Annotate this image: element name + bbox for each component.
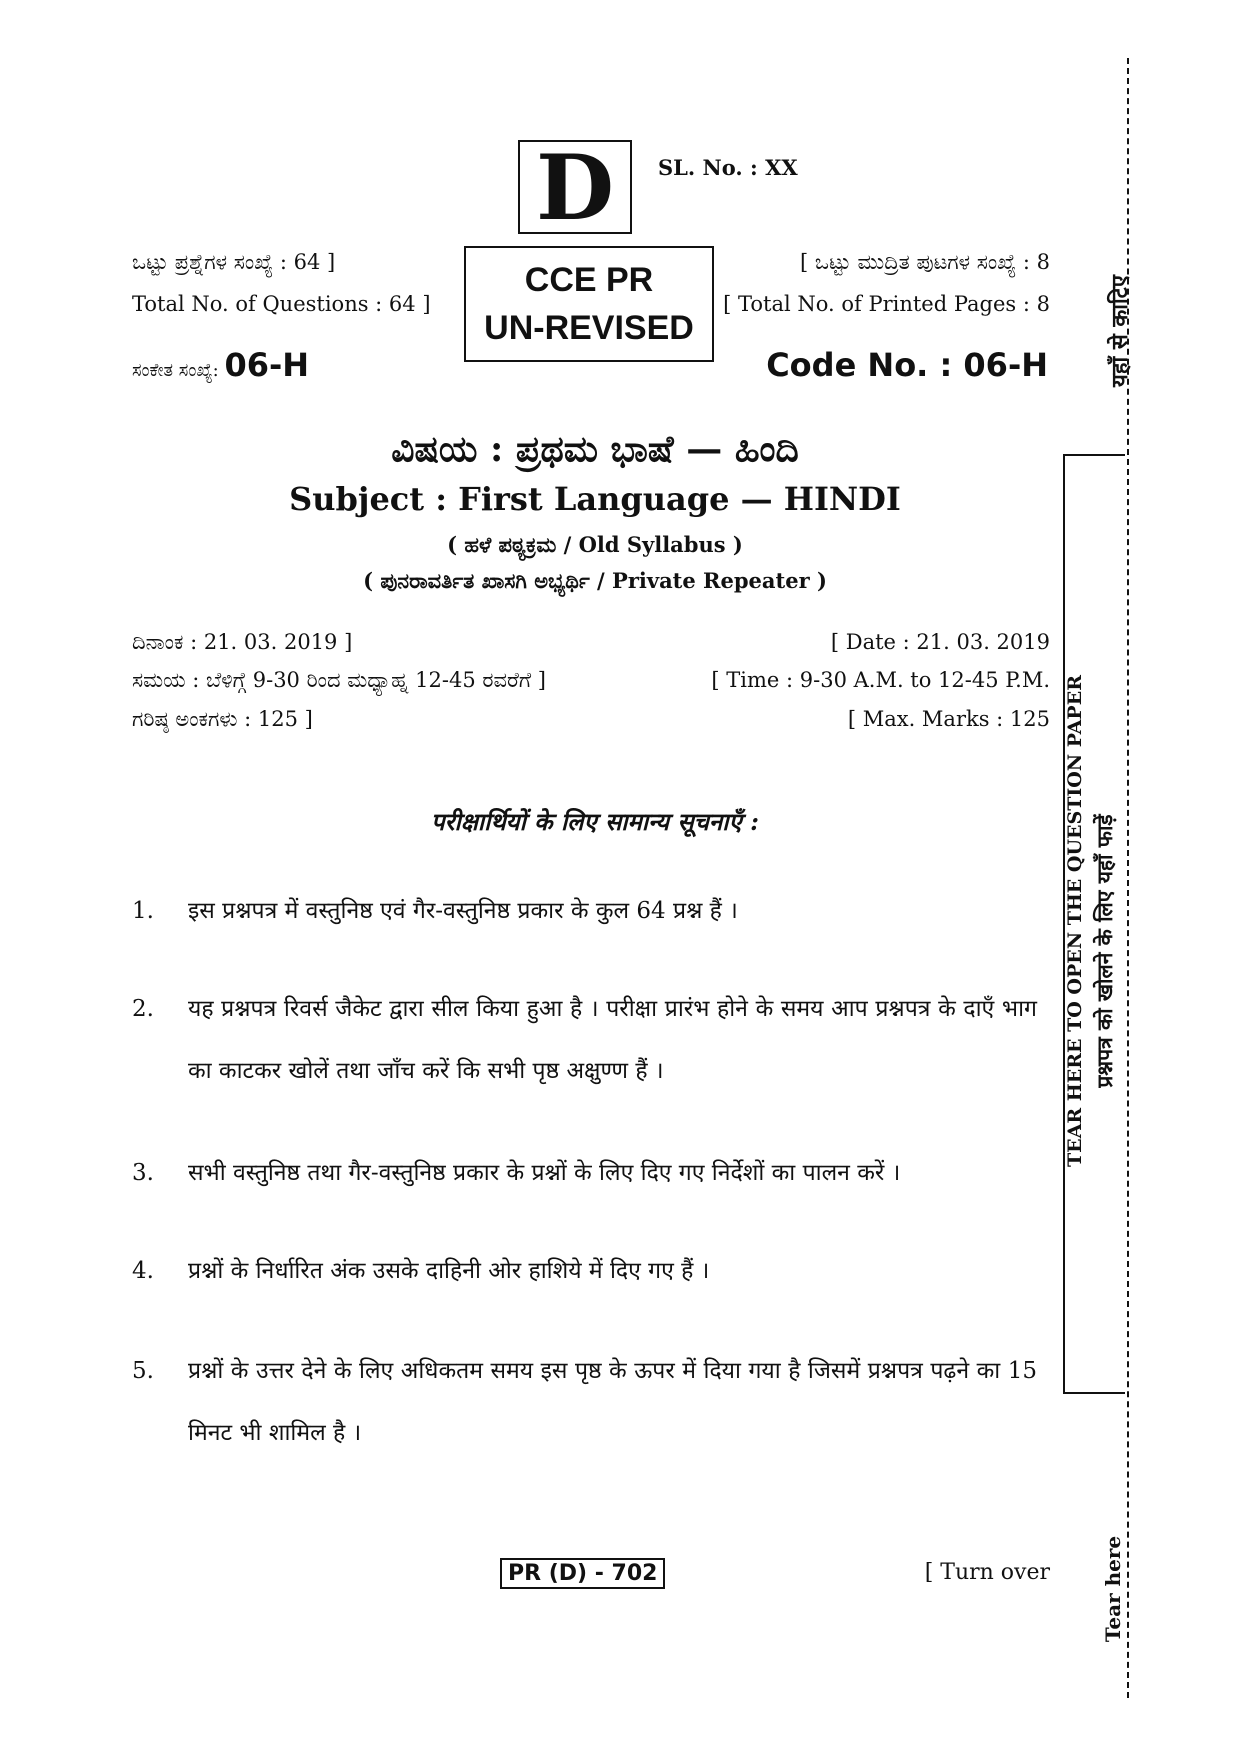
code-number-english: Code No. : 06-H	[766, 346, 1048, 384]
instruction-number: 2.	[132, 996, 154, 1022]
instruction-item	[132, 1142, 1037, 1204]
instruction-number: 1.	[132, 898, 154, 924]
code-kn-value: 06-H	[224, 346, 310, 384]
code-number-kannada	[132, 346, 309, 384]
subject-english: Subject : First Language — HINDI	[289, 480, 901, 518]
total-pages-kannada: [ ಒಟ್ಟು ಮುದ್ರಿತ ಪುಟಗಳ ಸಂಖ್ಯೆ : 8	[799, 250, 1050, 274]
syllabus-label: ( ಹಳೆ ಪಠ್ಯಕ್ರಮ / Old Syllabus )	[447, 532, 743, 557]
paper-set-box: D	[518, 140, 632, 234]
marks-kannada: ಗರಿಷ್ಠ ಅಂಕಗಳು : 125 ]	[132, 707, 313, 731]
cut-here-hindi: यहाँ से काटिए	[1107, 275, 1133, 387]
instruction-number: 3.	[132, 1160, 154, 1186]
date-kannada: ದಿನಾಂಕ : 21. 03. 2019 ]	[132, 630, 353, 654]
instruction-number: 4.	[132, 1258, 154, 1284]
time-english: [ Time : 9-30 A.M. to 12-45 P.M.	[711, 668, 1050, 692]
instruction-text: इस प्रश्नपत्र में वस्तुनिष्ठ एवं गैर-वस्तुनिष्ठ प्रकार के कुल 64 प्रश्न हैं ।	[188, 898, 738, 924]
instruction-item	[132, 1340, 1037, 1464]
instruction-text: प्रश्नों के निर्धारित अंक उसके दाहिनी ओर हाशिये में दिए गए हैं ।	[188, 1258, 710, 1284]
cce-pr-box	[464, 246, 714, 362]
candidate-type: ( ಪುನರಾವರ್ತಿತ ಖಾಸಗಿ ಅಭ್ಯರ್ಥಿ / Private Repeater )	[363, 568, 827, 593]
total-pages-english: [ Total No. of Printed Pages : 8	[723, 292, 1050, 316]
subject-kannada: ವಿಷಯ : ಪ್ರಥಮ ಭಾಷೆ — ಹಿಂದಿ	[391, 428, 799, 470]
instruction-item	[132, 1240, 1037, 1302]
instruction-number: 5.	[132, 1358, 154, 1384]
marks-english: [ Max. Marks : 125	[847, 707, 1050, 731]
instruction-text: सभी वस्तुनिष्ठ तथा गैर-वस्तुनिष्ठ प्रकार के प्रश्नों के लिए दिए गए निर्देशों का पालन करें ।	[188, 1160, 901, 1186]
instruction-item	[132, 978, 1037, 1102]
footer-paper-code: PR (D) - 702	[500, 1558, 665, 1589]
cce-line-2: UN-REVISED	[484, 309, 694, 347]
instruction-item	[132, 880, 1037, 942]
instruction-text: यह प्रश्नपत्र रिवर्स जैकेट द्वारा सील किया हुआ है । परीक्षा प्रारंभ होने के समय आप प्रश्नपत्र के दाएँ भाग का काटकर खोलें तथा जाँच करें कि सभी पृष्ठ अक्षुण्ण हैं ।	[188, 996, 1037, 1084]
time-kannada: ಸಮಯ : ಬೆಳಿಗ್ಗೆ 9-30 ರಿಂದ ಮಧ್ಯಾಹ್ನ 12-45 ರವರೆಗೆ ]	[132, 668, 546, 692]
turn-over-label: [ Turn over	[924, 1560, 1050, 1585]
serial-number: SL. No. : XX	[658, 155, 798, 180]
date-english: [ Date : 21. 03. 2019	[830, 630, 1050, 654]
instructions-title: परीक्षार्थियों के लिए सामान्य सूचनाएँ :	[431, 807, 759, 836]
code-kn-label: ಸಂಕೇತ ಸಂಖ್ಯೆ:	[132, 360, 219, 381]
tear-here-hindi: प्रश्नपत्र को खोलने के लिए यहाँ फाड़ें	[1092, 814, 1117, 1088]
tear-here-label: Tear here	[1101, 1535, 1125, 1643]
total-questions-kannada: ಒಟ್ಟು ಪ್ರಶ್ನೆಗಳ ಸಂಖ್ಯೆ : 64 ]	[132, 250, 336, 274]
total-questions-english: Total No. of Questions : 64 ]	[132, 292, 431, 316]
cce-line-1: CCE PR	[524, 261, 654, 299]
tear-here-english: TEAR HERE TO OPEN THE QUESTION PAPER	[1064, 675, 1086, 1167]
instruction-text: प्रश्नों के उत्तर देने के लिए अधिकतम समय इस पृष्ठ के ऊपर में दिया गया है जिसमें प्रश्नपत्र पढ़ने का 15 मिनट भी शामिल है ।	[188, 1358, 1037, 1446]
